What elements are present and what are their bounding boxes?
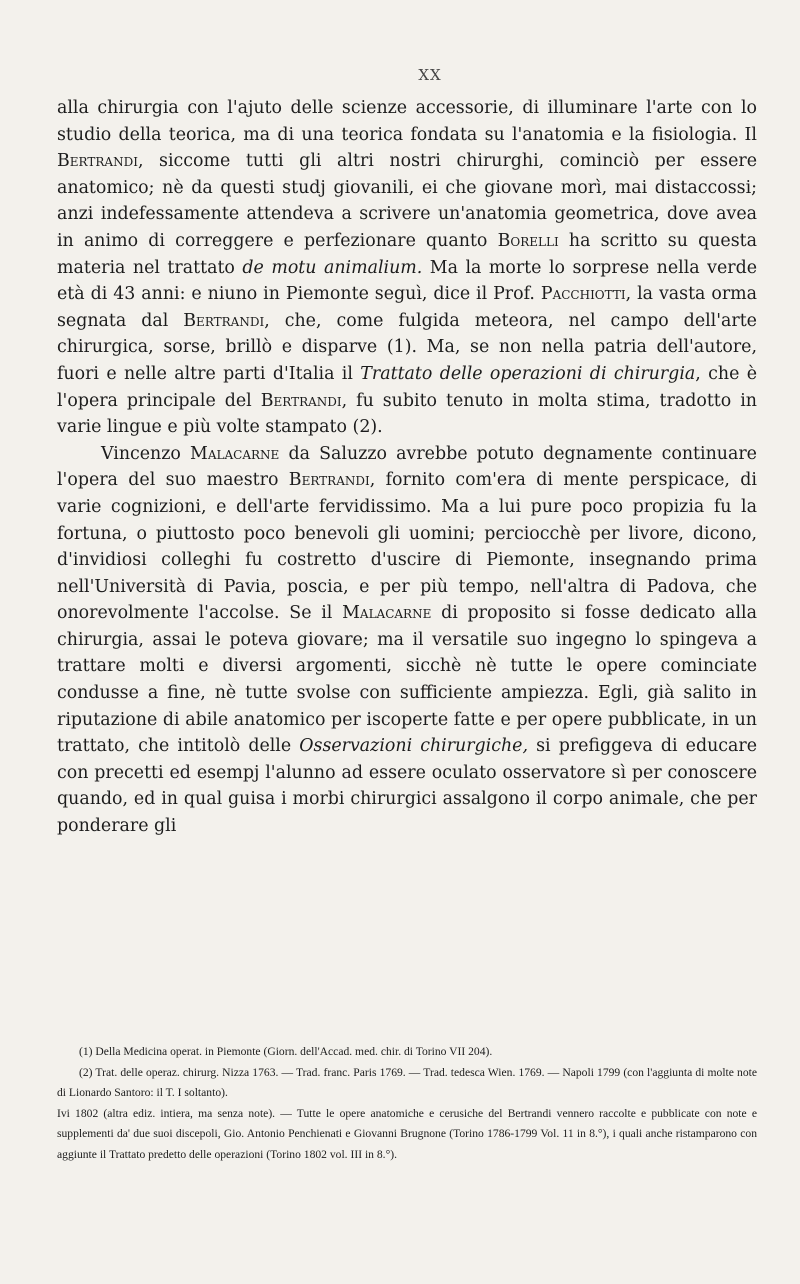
footnote-2-continued: Ivi 1802 (altra ediz. intiera, ma senza note). — Tutte le opere anatomiche e cerusiche del Bertrandi vennero raccolte e pubblicate con note e supplementi da' due suoi discepoli, Gio. Antonio Penchienati e Giovanni Brugnone (Torino 1786-1799 Vol. 11 in 8.°), i quali anche ristamparono con aggiunte il Trattato predetto delle operazioni (Torino 1802 vol. III in 8.°).	[57, 1106, 757, 1161]
author-name: Bertrandi	[260, 390, 342, 411]
text-run: Vincenzo	[101, 443, 191, 464]
paragraph-1	[57, 95, 757, 441]
text-run: , che, come fulgida meteora, nel campo dell'arte chirurgica, sorse, brillò e disparve (1). Ma, se non nella patria dell'autore, fuori e nelle altre parti d'Italia il	[57, 310, 757, 384]
work-title: de motu animalium.	[242, 257, 423, 278]
text-run: , fornito com'era di mente perspicace, di varie cognizioni, e dell'arte fervidissimo. Ma a lui pure poco propizia fu la fortuna, o piuttosto poco benevoli gli uomini; perciocchè per livore, dicono, d'invidiosi colleghi fu costretto d'uscire di Piemonte, insegnando prima nell'Università di Pavia, poscia, e per più tempo, nell'altra di Padova, che onorevolmente l'accolse. Se il	[57, 470, 757, 624]
text-run: di proposito si fosse dedicato alla chirurgia, assai le poteva giovare; ma il versatile suo ingegno lo spingeva a trattare molti e diversi argomenti, sicchè nè tutte le opere cominciate condusse a fine, nè tutte svolse con sufficiente ampiezza. Egli, già salito in riputazione di abile anatomico per iscoperte fatte e per opere pubblicate, in un trattato, che intitolò delle	[57, 603, 757, 757]
body-text	[57, 95, 757, 840]
text-run: alla chirurgia con l'ajuto delle scienze accessorie, di illuminare l'arte con lo studio della teorica, ma di una teorica fondata su l'anatomia e la fisiologia. Il	[57, 98, 757, 145]
author-name: Borelli	[497, 230, 559, 251]
text-run: , che è l'opera principale del	[57, 363, 758, 411]
work-title: Osservazioni chirurgiche,	[299, 736, 529, 757]
author-name: Bertrandi	[288, 470, 370, 491]
footnotes	[57, 1042, 757, 1165]
text-run: si prefiggeva di educare con precetti ed esempj l'alunno ad essere oculato osservatore sì per conoscere quando, ed in qual guisa i morbi chirurgici assalgono il corpo animale, che per ponderare gli	[57, 736, 758, 837]
page-number: XX	[418, 66, 442, 84]
text-run: Ma la morte lo sorprese nella verde età di 43 anni: e niuno in Piemonte seguì, dice il Prof.	[57, 257, 757, 305]
author-name: Bertrandi	[183, 310, 265, 331]
page-header	[0, 66, 800, 84]
author-name: Bertrandi	[57, 151, 138, 172]
footnote-1: (1) Della Medicina operat. in Piemonte (Giorn. dell'Accad. med. chir. di Torino VII 204).	[79, 1045, 493, 1058]
author-name: Malacarne	[190, 443, 280, 464]
work-title: Trattato delle operazioni di chirurgia	[360, 363, 696, 384]
paragraph-2	[57, 441, 757, 840]
footnote-2: (2) Trat. delle operaz. chirurg. Nizza 1763. — Trad. franc. Paris 1769. — Trad. tedesca Wien. 1769. — Napoli 1799 (con l'aggiunta di molte note di Lionardo Santoro: il T. I soltanto).	[57, 1065, 757, 1099]
text-run: da Saluzzo avrebbe potuto degnamente continuare l'opera del suo maestro	[57, 443, 757, 491]
author-name: Malacarne	[342, 603, 432, 624]
text-run: , fu subito tenuto in molta stima, tradotto in varie lingue e più volte stampato (2).	[57, 390, 757, 438]
author-name: Pacchiotti	[540, 284, 626, 305]
text-run: , la vasta orma segnata dal	[57, 284, 757, 331]
text-run: , siccome tutti gli altri nostri chirurghi, cominciò per essere anatomico; nè da questi studj giovanili, ei che giovane morì, mai distaccossi; anzi indefessamente attendeva a scrivere un'anatomia geometrica, dove avea in animo di correggere e perfezionare quanto	[57, 151, 757, 251]
text-run: ha scritto su questa materia nel trattato	[57, 230, 757, 278]
